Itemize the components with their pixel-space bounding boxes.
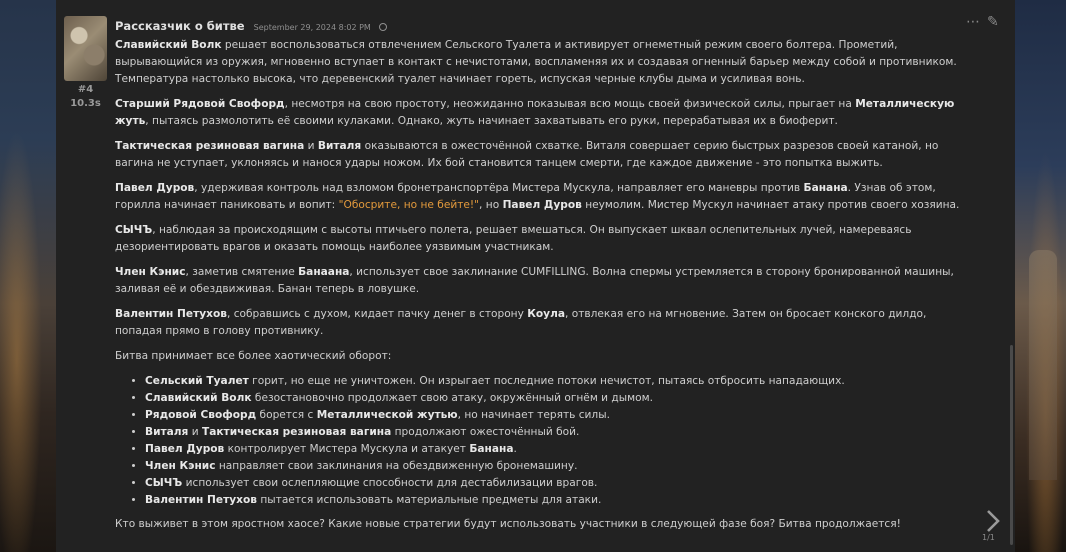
status-list — [115, 373, 975, 509]
character-name-mention: Тактическая резиновая вагина — [201, 426, 392, 438]
edit-pencil-icon[interactable]: ✎ — [987, 14, 999, 30]
text-run: горит, но еще не уничтожен. Он изрыгает последние потоки нечистот, пытаясь отбросить нападающих. — [248, 375, 845, 387]
message-paragraph — [115, 138, 975, 172]
text-run: продолжают ожесточённый бой. — [391, 426, 580, 438]
message-paragraph — [115, 180, 975, 214]
character-name-mention: Металлическую жуть — [115, 98, 955, 127]
list-item — [145, 373, 975, 390]
character-name-mention: Славийский Волк — [145, 392, 252, 404]
background-left — [0, 0, 56, 552]
character-name-mention: Коула — [527, 308, 566, 320]
character-name-mention: Павел Дуров — [145, 443, 225, 455]
text-run: и — [304, 140, 318, 152]
text-run: , заметив смятение — [185, 266, 299, 278]
scrollbar[interactable] — [1010, 345, 1013, 545]
message-paragraph — [115, 222, 975, 256]
character-name[interactable]: Рассказчик о битве — [115, 19, 245, 33]
text-run: . — [513, 443, 517, 455]
message-number: #4 — [77, 84, 94, 95]
character-name-mention: Старший Рядовой Свофорд — [115, 98, 285, 110]
list-item — [145, 407, 975, 424]
text-run: Битва принимает все более хаотический оборот: — [115, 350, 392, 362]
message-paragraph — [115, 348, 975, 365]
character-name-mention: Сельский Туалет — [145, 375, 249, 387]
character-name-mention: Тактическая резиновая вагина — [115, 140, 305, 152]
message-paragraph — [115, 96, 975, 130]
message-timestamp: September 29, 2024 8:02 PM — [253, 23, 371, 32]
model-info-icon[interactable] — [379, 23, 387, 31]
more-dots-icon[interactable]: ⋯ — [966, 14, 980, 30]
character-name-mention: Виталя — [317, 140, 362, 152]
text-run: контролирует Мистера Мускула и атакует — [224, 443, 470, 455]
swipe-right-icon[interactable] — [984, 508, 1002, 534]
text-run: . Узнав об этом, горилла начинает паниковать и вопит: — [115, 182, 936, 211]
text-run: решает воспользоваться отвлечением Сельского Туалета и активирует огнеметный режим своего болтера. Прометий, вырывающийся из оружия, мгновенно вступает в контакт с нечистотами, воспламеняя их и создавая огненный барьер между собой и противником. Температура настолько высока, что деревенский туалет начинает гореть, испуская черные клубы дыма и усиливая вонь. — [115, 39, 957, 85]
message-paragraphs — [115, 37, 975, 365]
text-run: , но — [479, 199, 503, 211]
character-name-mention: Виталя — [145, 426, 189, 438]
character-name-mention: Рядовой Свофорд — [145, 409, 257, 421]
text-run: , отвлекая его на мгновение. Затем он бросает конского дилдо, попадая прямо в голову противнику. — [115, 308, 927, 337]
text-run: безостановочно продолжает свою атаку, окружённый огнём и дымом. — [251, 392, 653, 404]
text-run: использует свои ослепляющие способности для дестабилизации врагов. — [182, 477, 598, 489]
character-name-mention: Металлической жутью — [316, 409, 458, 421]
text-run: , пытаясь размолотить её своими кулаками. Однако, жуть начинает захватывать его руки, перерабатывая их в биоферит. — [145, 115, 838, 127]
character-name-mention: Валентин Петухов — [145, 494, 257, 506]
background-tower — [1029, 250, 1057, 480]
text-run: и — [188, 426, 202, 438]
list-item — [145, 424, 975, 441]
character-name-mention: Павел Дуров — [115, 182, 195, 194]
character-name-mention: Член Кэнис — [115, 266, 186, 278]
text-run: неумолим. Мистер Мускул начинает атаку против своего хозяина. — [581, 199, 960, 211]
list-item — [145, 390, 975, 407]
text-run: направляет свои заклинания на обездвиженную бронемашину. — [215, 460, 578, 472]
text-run: , удерживая контроль над взломом бронетранспортёра Мистера Мускула, направляет его маневры против — [194, 182, 804, 194]
message-paragraph — [115, 306, 975, 340]
generation-time: 10.3s — [70, 98, 101, 109]
text-run: оказываются в ожесточённой схватке. Виталя совершает серию быстрых разрезов своей катаной, но вагина не уступает, уклоняясь и нанося удары ножом. Их бой становится танцем смерти, где каждое движение - это попытка выжить. — [115, 140, 939, 169]
message-paragraph — [115, 37, 975, 88]
quoted-speech: "Обосрите, но не бейте!" — [338, 199, 480, 211]
character-avatar[interactable] — [64, 16, 107, 81]
message-header — [115, 15, 387, 31]
list-item — [145, 492, 975, 509]
character-name-mention: Валентин Петухов — [115, 308, 227, 320]
character-name-mention: Павел Дуров — [502, 199, 582, 211]
list-item — [145, 441, 975, 458]
character-name-mention: СЫЧЪ — [115, 224, 153, 236]
text-run: , наблюдая за происходящим с высоты птичьего полета, решает вмешаться. Он выпускает шквал ослепительных лучей, намереваясь дезориентировать врагов и оказать помощь наиболее уязвимым участникам. — [115, 224, 912, 253]
background-right — [1015, 0, 1066, 552]
text-run: , но начинает терять силы. — [457, 409, 610, 421]
list-item — [145, 458, 975, 475]
character-name-mention: Банаана — [298, 266, 350, 278]
list-item — [145, 475, 975, 492]
text-run: борется с — [256, 409, 317, 421]
character-name-mention: Банана — [803, 182, 848, 194]
closing-paragraph: Кто выживет в этом яростном хаосе? Какие новые стратегии будут использовать участники в следующей фазе боя? Битва продолжается! — [115, 518, 901, 530]
message-paragraph — [115, 264, 975, 298]
character-name-mention: Славийский Волк — [115, 39, 222, 51]
message-body — [115, 37, 975, 541]
character-name-mention: Член Кэнис — [145, 460, 216, 472]
text-run: , несмотря на свою простоту, неожиданно показывая всю мощь своей физической силы, прыгает на — [284, 98, 856, 110]
text-run: , использует свое заклинание CUMFILLING. Волна спермы устремляется в сторону бронированной машины, заливая её и обездвиживая. Банан теперь в ловушке. — [115, 266, 954, 295]
character-name-mention: СЫЧЪ — [145, 477, 183, 489]
text-run: , собравшись с духом, кидает пачку денег в сторону — [226, 308, 528, 320]
text-run: пытается использовать материальные предметы для атаки. — [256, 494, 602, 506]
swipe-counter: 1/1 — [982, 533, 995, 542]
character-name-mention: Банана — [469, 443, 514, 455]
message-tools — [966, 14, 1006, 30]
